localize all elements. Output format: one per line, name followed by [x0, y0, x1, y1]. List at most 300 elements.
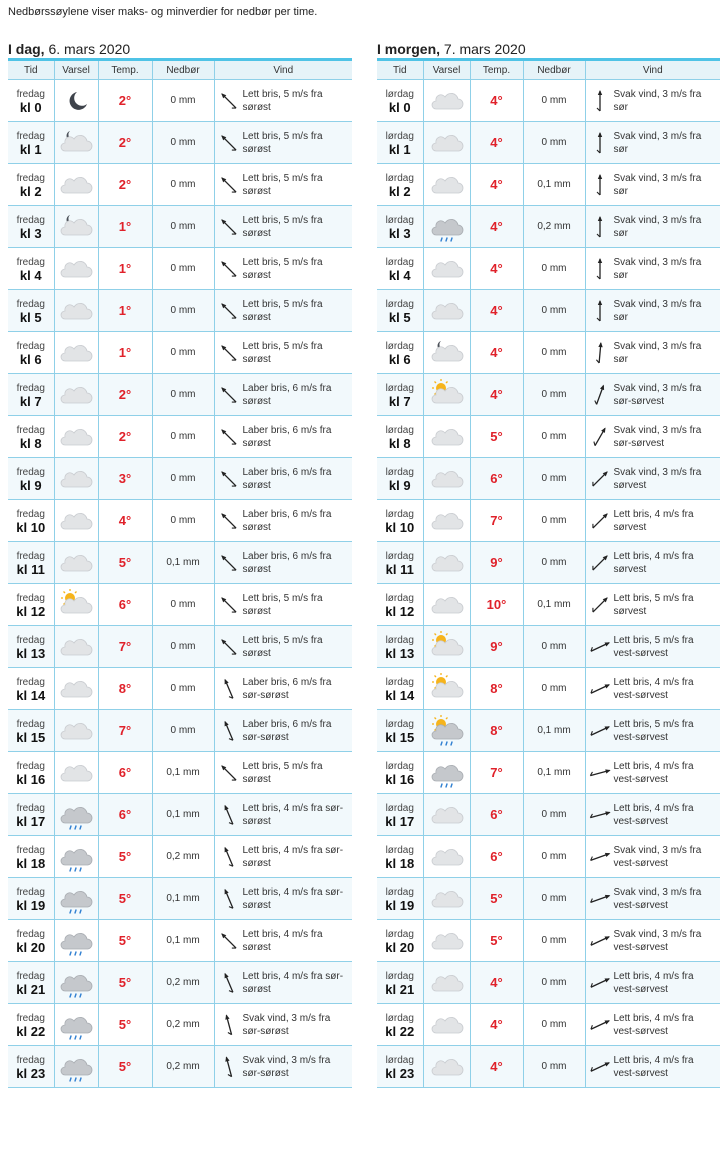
wind-text: Svak vind, 3 m/s fra sør: [613, 298, 702, 323]
weekday-label: lørdag: [385, 760, 414, 772]
hour-label: kl 1: [388, 141, 411, 157]
wind-text: Lett bris, 5 m/s fra sørøst: [242, 592, 323, 617]
table-row: [8, 122, 352, 164]
hour-label: kl 18: [16, 855, 46, 871]
table-row: [8, 710, 352, 752]
time-cell: [8, 206, 54, 248]
header-tid: Tid: [377, 60, 423, 80]
weekday-label: fredag: [16, 466, 45, 478]
table-row: [377, 836, 720, 878]
table-row: [8, 80, 352, 122]
moon-cloud-icon: [424, 336, 470, 370]
wind-arrow-icon: [215, 716, 243, 746]
weekday-label: fredag: [16, 1054, 45, 1066]
hour-label: kl 20: [16, 939, 46, 955]
wind-arrow-icon: [215, 1010, 243, 1040]
weekday-label: lørdag: [385, 172, 414, 184]
time-cell: [377, 584, 423, 626]
weekday-label: fredag: [16, 886, 45, 898]
forecast-cell: [54, 416, 98, 458]
table-row: [377, 626, 720, 668]
wind-cell: [585, 458, 720, 500]
precipitation-cell: 0 mm: [152, 332, 214, 374]
header-varsel: Varsel: [423, 60, 470, 80]
wind-cell: [214, 710, 352, 752]
hour-label: kl 2: [388, 183, 411, 199]
wind-cell: [214, 794, 352, 836]
precipitation-cell: 0,1 mm: [523, 584, 585, 626]
forecast-cell: [54, 626, 98, 668]
wind-cell: [214, 290, 352, 332]
rain-cloud-icon: [55, 798, 98, 832]
weekday-label: lørdag: [385, 214, 414, 226]
temperature-cell: 6°: [470, 836, 523, 878]
time-cell: [8, 80, 54, 122]
hour-label: kl 21: [385, 981, 415, 997]
wind-arrow-icon: [215, 506, 243, 536]
temperature-cell: 4°: [470, 206, 523, 248]
wind-arrow-icon: [586, 800, 614, 830]
temperature-cell: 4°: [98, 500, 152, 542]
wind-text: Laber bris, 6 m/s fra sørøst: [242, 508, 332, 533]
table-row: [377, 164, 720, 206]
forecast-cell: [54, 332, 98, 374]
wind-cell: [585, 290, 720, 332]
precipitation-cell: 0 mm: [523, 80, 585, 122]
wind-arrow-icon: [586, 338, 614, 368]
forecast-cell: [423, 500, 470, 542]
wind-text: Lett bris, 4 m/s fra sørvest: [613, 508, 694, 533]
precipitation-cell: 0 mm: [523, 500, 585, 542]
time-cell: [377, 794, 423, 836]
precipitation-cell: 0 mm: [152, 206, 214, 248]
hour-label: kl 15: [385, 729, 415, 745]
weekday-label: fredag: [16, 550, 45, 562]
wind-arrow-icon: [215, 758, 243, 788]
weekday-label: fredag: [16, 676, 45, 688]
wind-cell: [585, 836, 720, 878]
wind-cell: [585, 668, 720, 710]
cloud-icon: [424, 798, 470, 832]
time-cell: [8, 794, 54, 836]
weekday-label: lørdag: [385, 1054, 414, 1066]
cloud-icon: [424, 504, 470, 538]
wind-text: Svak vind, 3 m/s fra sør: [613, 256, 702, 281]
temperature-cell: 8°: [98, 668, 152, 710]
forecast-cell: [54, 374, 98, 416]
wind-text: Lett bris, 4 m/s fra sør-sørøst: [242, 802, 344, 827]
hour-label: kl 0: [388, 99, 411, 115]
precipitation-cell: 0 mm: [152, 668, 214, 710]
wind-text: Lett bris, 5 m/s fra sørøst: [242, 760, 323, 785]
rain-cloud-icon: [55, 1008, 98, 1042]
weekday-label: fredag: [16, 298, 45, 310]
table-row: [377, 584, 720, 626]
precipitation-cell: 0 mm: [152, 164, 214, 206]
hour-label: kl 15: [16, 729, 46, 745]
time-cell: [8, 920, 54, 962]
temperature-cell: 3°: [98, 458, 152, 500]
table-row: [8, 920, 352, 962]
time-cell: [377, 206, 423, 248]
table-row: [377, 290, 720, 332]
time-cell: [8, 290, 54, 332]
hour-label: kl 8: [19, 435, 42, 451]
forecast-cell: [423, 332, 470, 374]
precipitation-cell: 0 mm: [523, 962, 585, 1004]
temperature-cell: 5°: [470, 416, 523, 458]
wind-arrow-icon: [586, 632, 614, 662]
precipitation-cell: 0 mm: [523, 458, 585, 500]
cloud-icon: [424, 1050, 470, 1084]
table-row: [8, 374, 352, 416]
forecast-cell: [54, 206, 98, 248]
wind-arrow-icon: [586, 170, 614, 200]
weekday-label: fredag: [16, 844, 45, 856]
precipitation-cell: 0,1 mm: [152, 752, 214, 794]
precipitation-cell: 0 mm: [523, 416, 585, 458]
weekday-label: lørdag: [385, 928, 414, 940]
time-cell: [377, 416, 423, 458]
wind-text: Lett bris, 4 m/s fra sør-sørøst: [242, 844, 344, 869]
cloud-icon: [424, 126, 470, 160]
cloud-icon: [55, 672, 98, 706]
temperature-cell: 10°: [470, 584, 523, 626]
hour-label: kl 23: [385, 1065, 415, 1081]
wind-arrow-icon: [586, 1052, 614, 1082]
wind-cell: [214, 962, 352, 1004]
time-cell: [377, 164, 423, 206]
rain-cloud-icon: [55, 1050, 98, 1084]
wind-arrow-icon: [586, 884, 614, 914]
wind-arrow-icon: [586, 128, 614, 158]
precipitation-cell: 0 mm: [523, 248, 585, 290]
time-cell: [8, 584, 54, 626]
forecast-cell: [54, 794, 98, 836]
weekday-label: fredag: [16, 340, 45, 352]
wind-arrow-icon: [215, 464, 243, 494]
table-row: [377, 374, 720, 416]
wind-text: Lett bris, 4 m/s fra sør-sørøst: [242, 970, 344, 995]
day-forecast-tomorrow: [377, 40, 720, 1088]
table-row: [377, 458, 720, 500]
temperature-cell: 7°: [470, 500, 523, 542]
weekday-label: lørdag: [385, 256, 414, 268]
hour-label: kl 12: [385, 603, 415, 619]
hour-label: kl 7: [388, 393, 411, 409]
hour-label: kl 17: [16, 813, 46, 829]
wind-cell: [585, 920, 720, 962]
time-cell: [8, 878, 54, 920]
wind-text: Svak vind, 3 m/s fra sør: [613, 130, 702, 155]
forecast-cell: [423, 1046, 470, 1088]
forecast-cell: [54, 752, 98, 794]
precipitation-cell: 0 mm: [152, 80, 214, 122]
temperature-cell: 4°: [470, 164, 523, 206]
precipitation-cell: 0 mm: [152, 374, 214, 416]
wind-text: Lett bris, 5 m/s fra sørøst: [242, 298, 323, 323]
weekday-label: lørdag: [385, 634, 414, 646]
wind-arrow-icon: [586, 716, 614, 746]
weekday-label: fredag: [16, 1012, 45, 1024]
sun-cloud-icon: [55, 588, 98, 622]
forecast-cell: [423, 836, 470, 878]
cloud-icon: [424, 924, 470, 958]
precipitation-cell: 0,2 mm: [152, 1004, 214, 1046]
precipitation-cell: 0 mm: [523, 1046, 585, 1088]
forecast-cell: [423, 668, 470, 710]
hour-label: kl 14: [385, 687, 415, 703]
forecast-cell: [54, 1046, 98, 1088]
hour-label: kl 16: [385, 771, 415, 787]
header-nedbor: Nedbør: [523, 60, 585, 80]
hour-label: kl 0: [19, 99, 42, 115]
temperature-cell: 5°: [470, 878, 523, 920]
wind-arrow-icon: [586, 254, 614, 284]
temperature-cell: 6°: [470, 458, 523, 500]
table-row: [377, 920, 720, 962]
wind-cell: [585, 332, 720, 374]
hour-label: kl 4: [19, 267, 42, 283]
wind-arrow-icon: [586, 296, 614, 326]
temperature-cell: 9°: [470, 542, 523, 584]
hour-label: kl 4: [388, 267, 411, 283]
forecast-cell: [54, 248, 98, 290]
moon-cloud-icon: [55, 126, 98, 160]
wind-cell: [585, 542, 720, 584]
forecast-cell: [423, 374, 470, 416]
sun-cloud-icon: [424, 630, 470, 664]
wind-cell: [585, 374, 720, 416]
header-vind: Vind: [585, 60, 720, 80]
wind-cell: [214, 500, 352, 542]
temperature-cell: 2°: [98, 80, 152, 122]
table-row: [377, 332, 720, 374]
wind-arrow-icon: [215, 254, 243, 284]
temperature-cell: 2°: [98, 416, 152, 458]
hour-label: kl 9: [388, 477, 411, 493]
time-cell: [8, 374, 54, 416]
weekday-label: lørdag: [385, 298, 414, 310]
cloud-icon: [424, 966, 470, 1000]
hour-label: kl 12: [16, 603, 46, 619]
weekday-label: fredag: [16, 718, 45, 730]
time-cell: [377, 542, 423, 584]
hour-label: kl 5: [19, 309, 42, 325]
time-cell: [8, 122, 54, 164]
wind-cell: [585, 164, 720, 206]
cloud-icon: [424, 1008, 470, 1042]
moon-cloud-icon: [55, 210, 98, 244]
weekday-label: fredag: [16, 172, 45, 184]
wind-text: Lett bris, 4 m/s fra sørvest: [613, 550, 694, 575]
wind-text: Lett bris, 5 m/s fra sørvest: [613, 592, 694, 617]
wind-arrow-icon: [586, 548, 614, 578]
precipitation-cell: 0 mm: [523, 668, 585, 710]
hour-label: kl 2: [19, 183, 42, 199]
table-row: [377, 752, 720, 794]
weekday-label: lørdag: [385, 676, 414, 688]
time-cell: [377, 332, 423, 374]
wind-arrow-icon: [215, 380, 243, 410]
forecast-table: [8, 58, 352, 1088]
time-cell: [377, 752, 423, 794]
precipitation-note: Nedbørssøylene viser maks- og minverdier for nedbør per time.: [8, 6, 318, 18]
wind-text: Lett bris, 5 m/s fra sørøst: [242, 130, 323, 155]
temperature-cell: 4°: [470, 80, 523, 122]
day-title: I morgen, 7. mars 2020: [377, 41, 526, 57]
time-cell: [8, 710, 54, 752]
hour-label: kl 1: [19, 141, 42, 157]
wind-text: Laber bris, 6 m/s fra sørøst: [242, 382, 332, 407]
wind-text: Svak vind, 3 m/s fra sør: [613, 340, 702, 365]
forecast-cell: [423, 80, 470, 122]
forecast-cell: [54, 878, 98, 920]
cloud-icon: [55, 420, 98, 454]
temperature-cell: 1°: [98, 290, 152, 332]
wind-cell: [585, 584, 720, 626]
precipitation-cell: 0 mm: [523, 794, 585, 836]
temperature-cell: 5°: [98, 920, 152, 962]
cloud-icon: [55, 336, 98, 370]
wind-arrow-icon: [586, 422, 614, 452]
table-row: [8, 416, 352, 458]
precipitation-cell: 0,2 mm: [523, 206, 585, 248]
wind-text: Lett bris, 5 m/s fra sørøst: [242, 256, 323, 281]
wind-arrow-icon: [586, 1010, 614, 1040]
wind-text: Svak vind, 3 m/s fra sør: [613, 88, 702, 113]
table-row: [377, 668, 720, 710]
wind-arrow-icon: [215, 212, 243, 242]
wind-cell: [214, 248, 352, 290]
wind-arrow-icon: [215, 548, 243, 578]
wind-text: Lett bris, 4 m/s fra vest-sørvest: [613, 676, 694, 701]
wind-arrow-icon: [215, 1052, 243, 1082]
wind-cell: [214, 584, 352, 626]
forecast-cell: [423, 710, 470, 752]
temperature-cell: 5°: [98, 962, 152, 1004]
forecast-cell: [423, 920, 470, 962]
day-title: I dag, 6. mars 2020: [8, 41, 131, 57]
cloud-icon: [55, 378, 98, 412]
forecast-cell: [54, 290, 98, 332]
forecast-cell: [54, 836, 98, 878]
wind-cell: [585, 710, 720, 752]
wind-text: Svak vind, 3 m/s fra vest-sørvest: [613, 844, 702, 869]
precipitation-cell: 0 mm: [152, 584, 214, 626]
time-cell: [8, 332, 54, 374]
forecast-cell: [54, 458, 98, 500]
time-cell: [377, 626, 423, 668]
precipitation-cell: 0 mm: [152, 122, 214, 164]
temperature-cell: 4°: [470, 248, 523, 290]
temperature-cell: 4°: [470, 1004, 523, 1046]
wind-text: Svak vind, 3 m/s fra sør-sørvest: [613, 382, 702, 407]
time-cell: [377, 1004, 423, 1046]
weekday-label: fredag: [16, 88, 45, 100]
time-cell: [8, 458, 54, 500]
forecast-cell: [423, 248, 470, 290]
time-cell: [377, 248, 423, 290]
hour-label: kl 6: [388, 351, 411, 367]
wind-text: Svak vind, 3 m/s fra sør: [613, 172, 702, 197]
temperature-cell: 2°: [98, 164, 152, 206]
hour-label: kl 19: [16, 897, 46, 913]
weekday-label: lørdag: [385, 718, 414, 730]
weekday-label: fredag: [16, 634, 45, 646]
wind-arrow-icon: [215, 632, 243, 662]
precipitation-cell: 0 mm: [523, 626, 585, 668]
precipitation-cell: 0 mm: [152, 290, 214, 332]
table-row: [8, 878, 352, 920]
hour-label: kl 10: [16, 519, 46, 535]
forecast-cell: [54, 164, 98, 206]
table-row: [377, 542, 720, 584]
temperature-cell: 5°: [470, 920, 523, 962]
table-row: [377, 248, 720, 290]
precipitation-cell: 0 mm: [152, 248, 214, 290]
wind-cell: [214, 920, 352, 962]
precipitation-cell: 0 mm: [523, 920, 585, 962]
time-cell: [377, 500, 423, 542]
temperature-cell: 7°: [470, 752, 523, 794]
wind-cell: [585, 80, 720, 122]
wind-text: Lett bris, 5 m/s fra sørøst: [242, 214, 323, 239]
wind-text: Lett bris, 4 m/s fra vest-sørvest: [613, 802, 694, 827]
precipitation-cell: 0 mm: [152, 458, 214, 500]
hour-label: kl 13: [385, 645, 415, 661]
temperature-cell: 9°: [470, 626, 523, 668]
time-cell: [8, 542, 54, 584]
time-cell: [8, 668, 54, 710]
weekday-label: fredag: [16, 130, 45, 142]
wind-arrow-icon: [215, 884, 243, 914]
wind-text: Lett bris, 5 m/s fra sørøst: [242, 634, 323, 659]
table-row: [8, 332, 352, 374]
wind-arrow-icon: [215, 296, 243, 326]
temperature-cell: 7°: [98, 710, 152, 752]
temperature-cell: 2°: [98, 374, 152, 416]
time-cell: [8, 836, 54, 878]
wind-cell: [214, 416, 352, 458]
precipitation-cell: 0,1 mm: [152, 542, 214, 584]
wind-arrow-icon: [215, 338, 243, 368]
temperature-cell: 6°: [98, 794, 152, 836]
weekday-label: fredag: [16, 256, 45, 268]
wind-arrow-icon: [586, 506, 614, 536]
wind-arrow-icon: [215, 926, 243, 956]
time-cell: [8, 1046, 54, 1088]
temperature-cell: 1°: [98, 248, 152, 290]
wind-cell: [214, 164, 352, 206]
hour-label: kl 16: [16, 771, 46, 787]
wind-arrow-icon: [215, 170, 243, 200]
hour-label: kl 3: [388, 225, 411, 241]
wind-arrow-icon: [215, 968, 243, 998]
wind-cell: [214, 206, 352, 248]
cloud-icon: [55, 546, 98, 580]
wind-cell: [585, 248, 720, 290]
cloud-icon: [55, 168, 98, 202]
cloud-icon: [424, 462, 470, 496]
temperature-cell: 5°: [98, 542, 152, 584]
precipitation-cell: 0,1 mm: [152, 794, 214, 836]
table-row: [8, 542, 352, 584]
wind-arrow-icon: [586, 212, 614, 242]
wind-cell: [585, 878, 720, 920]
temperature-cell: 4°: [470, 1046, 523, 1088]
wind-arrow-icon: [215, 800, 243, 830]
